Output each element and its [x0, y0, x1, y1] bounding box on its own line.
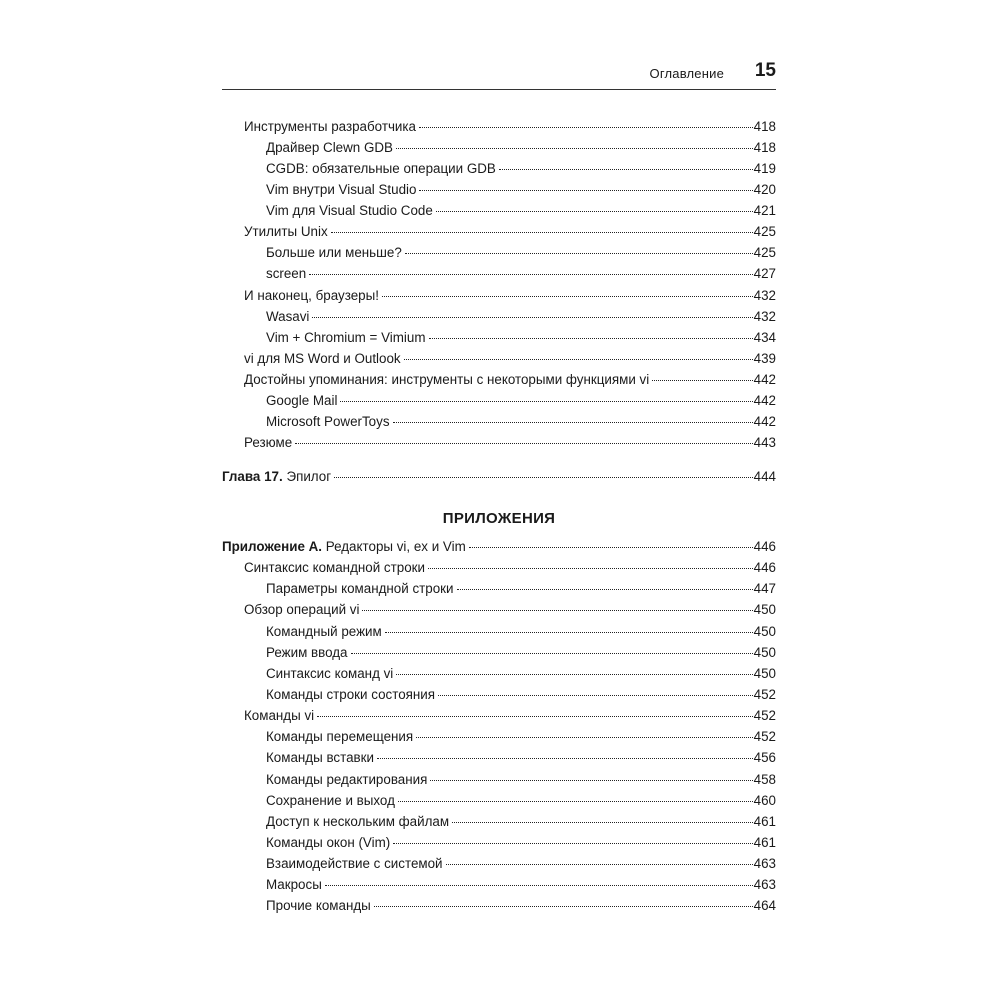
toc-entry-page: 450: [753, 624, 776, 639]
toc-entry-page: 439: [753, 351, 776, 366]
dot-leader: [438, 695, 753, 696]
toc-entry[interactable]: [266, 413, 776, 431]
appendix-name: Редакторы vi, ex и Vim: [325, 539, 466, 554]
toc-entry[interactable]: [266, 392, 776, 410]
dot-leader: [452, 822, 753, 823]
page-number: 15: [754, 60, 776, 81]
toc-entry[interactable]: [244, 371, 776, 389]
toc-entry[interactable]: [266, 265, 776, 283]
toc-entry-title: Команды окон (Vim): [266, 835, 391, 850]
toc-entry-page: 434: [753, 330, 776, 345]
toc-entry-page: 452: [753, 708, 776, 723]
dot-leader: [374, 906, 753, 907]
dot-leader: [385, 632, 753, 633]
toc-entry[interactable]: [266, 876, 776, 894]
toc-entry[interactable]: [266, 308, 776, 326]
toc-entry-page: 443: [753, 435, 776, 450]
toc-entry-page: 432: [753, 288, 776, 303]
toc-entry-page: 427: [753, 266, 776, 281]
toc-entry[interactable]: [244, 559, 776, 577]
toc-entry-title: Команды редактирования: [266, 772, 428, 787]
toc-entry-page: 447: [753, 581, 776, 596]
toc-entry[interactable]: [266, 644, 776, 662]
toc-entry-title: Макросы: [266, 877, 322, 892]
toc-entry-page: 458: [753, 772, 776, 787]
appendices-heading: ПРИЛОЖЕНИЯ: [442, 510, 556, 527]
toc-entry-page: 452: [753, 687, 776, 702]
toc-entry[interactable]: [266, 160, 776, 178]
toc-entry-title: Vim для Visual Studio Code: [266, 203, 433, 218]
toc-entry-title: Wasavi: [266, 309, 310, 324]
toc-entry[interactable]: [266, 580, 776, 598]
dot-leader: [416, 737, 753, 738]
toc-entry[interactable]: [266, 771, 776, 789]
chapter-name: Эпилог: [286, 469, 332, 484]
toc-entry-page: 456: [753, 750, 776, 765]
toc-appendix-entry[interactable]: [222, 538, 776, 556]
toc-entry-page: 446: [753, 539, 776, 554]
running-header-title: Оглавление: [649, 66, 724, 81]
toc-entry-title: Драйвер Clewn GDB: [266, 140, 393, 155]
dot-leader: [351, 653, 753, 654]
toc-entry-title: Microsoft PowerToys: [266, 414, 390, 429]
dot-leader: [404, 359, 753, 360]
toc-entry[interactable]: [244, 118, 776, 136]
toc-entry-title: Сохранение и выход: [266, 793, 395, 808]
toc-entry[interactable]: [266, 181, 776, 199]
toc-entry[interactable]: [266, 813, 776, 831]
toc-entry[interactable]: [266, 855, 776, 873]
toc-entry[interactable]: [266, 623, 776, 641]
toc-entry-page: 432: [753, 309, 776, 324]
toc-entry-page: 444: [753, 469, 776, 484]
dot-leader: [396, 674, 752, 675]
toc-entry-title: Обзор операций vi: [244, 602, 360, 617]
toc-entry-page: 463: [753, 856, 776, 871]
dot-leader: [652, 380, 752, 381]
toc-entry[interactable]: [244, 707, 776, 725]
toc-entry[interactable]: [244, 223, 776, 241]
toc-entry-title: CGDB: обязательные операции GDB: [266, 161, 496, 176]
toc-entry[interactable]: [266, 202, 776, 220]
toc-entry[interactable]: [244, 287, 776, 305]
toc-entry-title: Vim + Chromium = Vimium: [266, 330, 426, 345]
toc-entry-page: 461: [753, 835, 776, 850]
dot-leader: [309, 274, 752, 275]
toc-entry-title: Vim внутри Visual Studio: [266, 182, 417, 197]
toc-entry-title: Больше или меньше?: [266, 245, 402, 260]
toc-entry-title: Командный режим: [266, 624, 382, 639]
toc-entry-page: 421: [753, 203, 776, 218]
toc-entry[interactable]: [266, 792, 776, 810]
toc-entry-title: И наконец, браузеры!: [244, 288, 379, 303]
toc-chapter-entry[interactable]: [222, 468, 776, 486]
toc-entry-page: 419: [753, 161, 776, 176]
dot-leader: [382, 296, 753, 297]
dot-leader: [393, 422, 753, 423]
dot-leader: [499, 169, 753, 170]
dot-leader: [469, 547, 753, 548]
dot-leader: [398, 801, 753, 802]
dot-leader: [331, 232, 753, 233]
toc-entry-title: Команды вставки: [266, 750, 374, 765]
dot-leader: [312, 317, 752, 318]
toc-entry[interactable]: [244, 434, 776, 452]
toc-entry-page: 460: [753, 793, 776, 808]
dot-leader: [405, 253, 753, 254]
dot-leader: [325, 885, 753, 886]
toc-entry-page: 418: [753, 140, 776, 155]
toc-entry-title: Резюме: [244, 435, 293, 450]
toc-entry-page: 452: [753, 729, 776, 744]
dot-leader: [436, 211, 753, 212]
toc-entry-title: Команды строки состояния: [266, 687, 436, 702]
toc-entry-page: 461: [753, 814, 776, 829]
toc-entry[interactable]: [266, 897, 776, 915]
toc-chapter-title: [222, 468, 331, 486]
dot-leader: [377, 758, 753, 759]
dot-leader: [396, 148, 753, 149]
toc-entry[interactable]: [266, 139, 776, 157]
toc-entry-page: 442: [753, 414, 776, 429]
toc-entry-title: Синтаксис командной строки: [244, 560, 425, 575]
dot-leader: [429, 338, 753, 339]
dot-leader: [393, 843, 752, 844]
dot-leader: [317, 716, 753, 717]
dot-leader: [430, 780, 752, 781]
toc-entry-title: Утилиты Unix: [244, 224, 328, 239]
toc-entry-title: Инструменты разработчика: [244, 119, 417, 134]
appendix-label: Приложение A.: [222, 539, 323, 554]
toc-entry-title: screen: [266, 266, 307, 281]
toc-entry[interactable]: [244, 601, 776, 619]
dot-leader: [457, 589, 753, 590]
toc-entry-page: 464: [753, 898, 776, 913]
toc-entry[interactable]: [266, 665, 776, 683]
toc-entry-page: 450: [753, 602, 776, 617]
toc-entry[interactable]: [266, 329, 776, 347]
toc-entry[interactable]: [266, 244, 776, 262]
toc-entry-title: Параметры командной строки: [266, 581, 454, 596]
toc-entry-page: 442: [753, 393, 776, 408]
toc-entry[interactable]: [266, 749, 776, 767]
toc-entry-title: Взаимодействие с системой: [266, 856, 443, 871]
toc-entry-page: 463: [753, 877, 776, 892]
toc-entry-title: Прочие команды: [266, 898, 371, 913]
toc-entry-title: vi для MS Word и Outlook: [244, 351, 401, 366]
toc-entry-page: 450: [753, 645, 776, 660]
toc-entry[interactable]: [266, 834, 776, 852]
toc-entry-page: 446: [753, 560, 776, 575]
toc-entry-page: 418: [753, 119, 776, 134]
toc-entry-page: 420: [753, 182, 776, 197]
toc-entry-title: Команды перемещения: [266, 729, 414, 744]
toc-entry[interactable]: [266, 728, 776, 746]
toc-entry-title: Режим ввода: [266, 645, 348, 660]
dot-leader: [362, 610, 752, 611]
dot-leader: [419, 127, 753, 128]
toc-entry-title: Достойны упоминания: инструменты с некоторыми функциями vi: [244, 372, 650, 387]
dot-leader: [446, 864, 753, 865]
toc-appendix-title: [222, 538, 466, 556]
dot-leader: [334, 477, 753, 478]
toc-entry[interactable]: [244, 350, 776, 368]
toc-entry-title: Доступ к нескольким файлам: [266, 814, 450, 829]
dot-leader: [340, 401, 752, 402]
toc-entry[interactable]: [266, 686, 776, 704]
toc-entry-title: Google Mail: [266, 393, 338, 408]
toc-entry-page: 442: [753, 372, 776, 387]
toc-entry-title: Команды vi: [244, 708, 315, 723]
dot-leader: [295, 443, 752, 444]
chapter-label: Глава 17.: [222, 469, 283, 484]
toc-entry-page: 425: [753, 224, 776, 239]
toc-entry-title: Синтаксис команд vi: [266, 666, 394, 681]
dot-leader: [428, 568, 753, 569]
dot-leader: [419, 190, 752, 191]
toc-entry-page: 425: [753, 245, 776, 260]
toc-entry-page: 450: [753, 666, 776, 681]
